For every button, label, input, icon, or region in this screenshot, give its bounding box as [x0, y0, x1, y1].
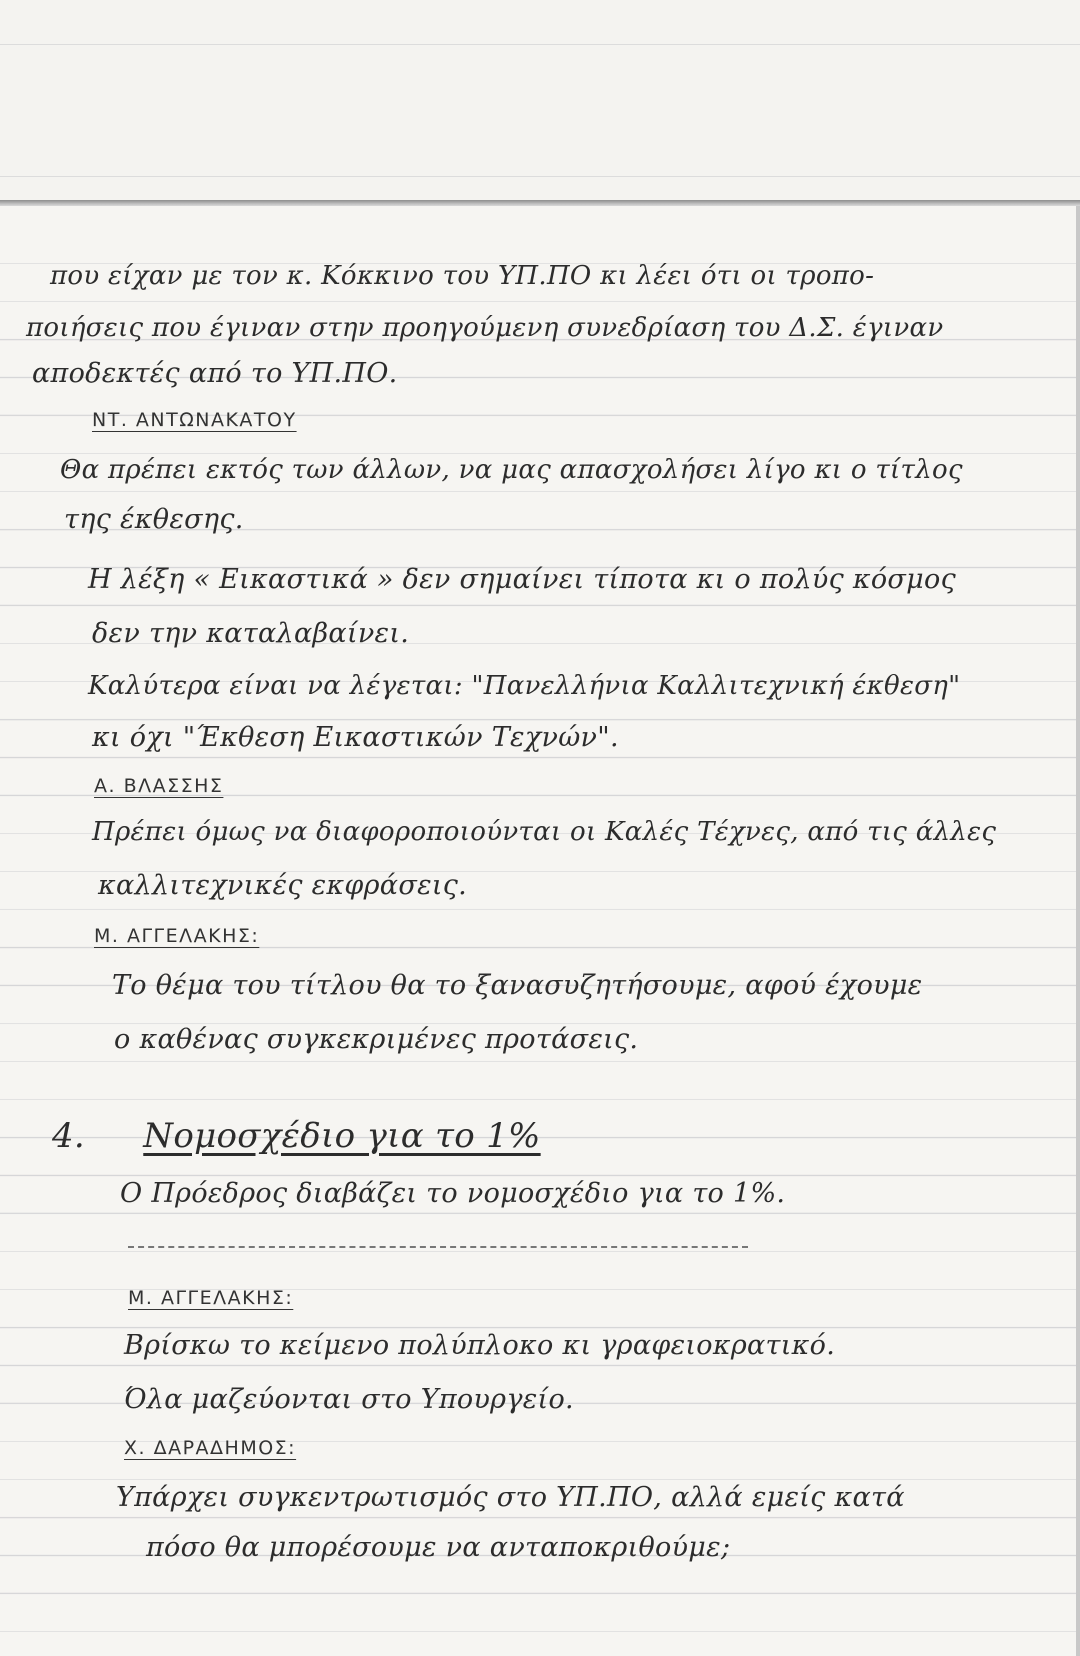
- section-heading: [52, 1116, 541, 1156]
- faint-rule: [0, 176, 1080, 177]
- speaker-name: Μ. ΑΓΓΕΛΑΚΗΣ:: [94, 925, 260, 947]
- handwritten-line: κι όχι "Έκθεση Εικαστικών Τεχνών".: [92, 722, 619, 753]
- speaker-name: Μ. ΑΓΓΕΛΑΚΗΣ:: [128, 1287, 294, 1309]
- handwritten-line: Η λέξη « Εικαστικά » δεν σημαίνει τίποτα κι ο πολύς κόσμος: [88, 564, 956, 595]
- handwritten-line: Πρέπει όμως να διαφοροποιούνται οι Καλές Τέχνες, από τις άλλες: [92, 817, 997, 847]
- speaker-name: Α. ΒΛΑΣΣΗΣ: [94, 775, 224, 797]
- speaker-name: Χ. ΔΑΡΑΔΗΜΟΣ:: [124, 1437, 297, 1459]
- section-number: 4.: [52, 1116, 86, 1156]
- handwritten-line: καλλιτεχνικές εκφράσεις.: [98, 870, 468, 901]
- section-title: Νομοσχέδιο για το 1%: [143, 1116, 541, 1156]
- handwritten-line: της έκθεσης.: [64, 504, 244, 535]
- handwritten-line: Το θέμα του τίτλου θα το ξανασυζητήσουμε, αφού έχουμε: [112, 970, 923, 1001]
- right-margin-rule: [1076, 206, 1080, 1656]
- handwritten-line: Υπάρχει συγκεντρωτισμός στο ΥΠ.ΠΟ, αλλά εμείς κατά: [116, 1482, 905, 1513]
- dashed-separator: [128, 1246, 748, 1248]
- handwritten-line: Καλύτερα είναι να λέγεται: "Πανελλήνια Καλλιτεχνική έκθεση": [88, 671, 961, 701]
- handwritten-line: πόσο θα μπορέσουμε να ανταποκριθούμε;: [146, 1532, 731, 1563]
- handwritten-line: ο καθένας συγκεκριμένες προτάσεις.: [114, 1024, 639, 1055]
- handwritten-line: αποδεκτές από το ΥΠ.ΠΟ.: [32, 358, 398, 389]
- handwritten-line: Βρίσκω το κείμενο πολύπλοκο κι γραφειοκρατικό.: [124, 1330, 836, 1361]
- page-binding-edge: [0, 200, 1080, 206]
- previous-page-strip: [0, 0, 1080, 200]
- faint-rule: [0, 44, 1080, 45]
- handwritten-line: Ο Πρόεδρος διαβάζει το νομοσχέδιο για το 1%.: [120, 1178, 786, 1209]
- handwritten-line: δεν την καταλαβαίνει.: [92, 618, 410, 649]
- handwritten-line: ποιήσεις που έγιναν στην προηγούμενη συνεδρίαση του Δ.Σ. έγιναν: [26, 313, 944, 343]
- handwritten-line: Όλα μαζεύονται στο Υπουργείο.: [124, 1384, 574, 1415]
- speaker-name: ΝΤ. ΑΝΤΩΝΑΚΑΤΟΥ: [92, 409, 297, 431]
- handwritten-line: Θα πρέπει εκτός των άλλων, να μας απασχολήσει λίγο κι ο τίτλος: [60, 455, 963, 485]
- handwritten-line: που είχαν με τον κ. Κόκκινο του ΥΠ.ΠΟ κι λέει ότι οι τροπο-: [50, 261, 875, 291]
